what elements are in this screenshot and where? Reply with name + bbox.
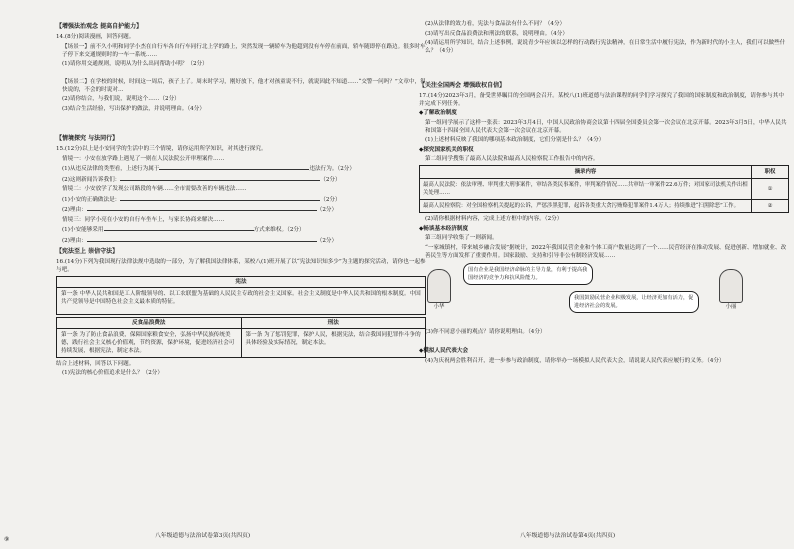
section-title: 【关注全国两会 增强政权自信】 (419, 81, 506, 89)
q15-s1-q1: (1)从违反法律的类型看，上述行为属于 违法行为。（2分） (62, 166, 355, 172)
speech-bubble-right: 我国鼓励民营企业积极发展，让经济更加有活力，促进经济社会的发展。 (569, 291, 699, 313)
q14-question-2: (2)请你结合，与我们说，说明这个……（2分） (62, 96, 180, 102)
question-16: 16.(14分)下列为我国现行法律法规中选取的一部分，为了解我国法律体系，某校八(1)班开展了以“宪法知识知多少”为主题的探究活动，请你也一起参与吧。 (56, 258, 426, 273)
q16-question-2: (2)从法律的效力看，宪法与食品法有什么不同？（4分） (425, 21, 566, 27)
box-text: 第一条 为了防止食品浪费，保障国家粮食安全，弘扬中华民族传统美德，践行社会主义核心价值观，节约资源，保护环境，促进经济社会可持续发展，根据宪法，制定本法。 (61, 331, 235, 354)
table-header-content: 摘录内容 (420, 166, 752, 179)
task-3-text: 第三组同学收集了一则新闻。 (425, 235, 498, 241)
figure-right (719, 269, 743, 311)
table-cell: 最高人民检察院：对全国检察机关提起的公诉，严惩涉黑犯罪，起诉各类重大贪污贿赂犯罪案件1.4万人；持续推进“扫黑除恶”工作。 (420, 200, 752, 213)
figure-left (427, 269, 451, 311)
figure-name: 小华 (433, 303, 445, 310)
box-text: 第一条 中华人民共和国是工人阶级领导的、以工农联盟为基础的人民民主专政的社会主义国家。社会主义制度是中华人民共和国的根本制度。中国共产党领导是中国特色社会主义最本质的特征。 (61, 290, 421, 305)
q15-s2-q1: (1)小安的正确做法是： （2分） (62, 196, 341, 203)
task-2-question: (2)请你根据材料内容，完成上述方框中的内容。（2分） (425, 216, 563, 222)
task-2-text: 第二组同学搜集了最高人民法院和最高人民检察院工作报告中的内容。 (425, 156, 599, 162)
q14-question-1: (1)请你用交通规则，说明从为什么出同帮助小明？（2分） (62, 61, 208, 67)
q14-question-3: (3)结合生活经验，写出保护的做法，并说明理由。（4分） (62, 105, 205, 112)
person-icon (427, 269, 451, 303)
task-3-question: (3)你不同意小丽的观点？请你说明理由。（4分） (425, 328, 546, 335)
table-row (420, 200, 789, 213)
q15-s3-q1: (1)小安能够采用 方式来维权。（2分） (62, 227, 305, 233)
page-footer-left: 八年级道德与法治试卷第3页(共四页) (155, 533, 251, 539)
question-17: 17.(14分)2023年3月，备受世界瞩目的全国两会召开。某校八(1)班道德与法治课程的同学们学习探究了我国的国家制度和政治制度，请你参与其中并完成下列任务。 (419, 92, 784, 107)
section-title: 【情境探究 与法同行】 (56, 135, 119, 142)
q15-s3-q2: (2)理由： （2分） (62, 237, 338, 244)
person-icon (719, 269, 743, 303)
page-left (56, 20, 426, 379)
page-footer-right: 八年级道德与法治试卷第4页(共四页) (520, 533, 616, 539)
task-2-title: ◆探究国家机关的职权 (419, 146, 474, 153)
q15-scenario-3: 情境三：同学小亮在小安的自行车坐车上，与家长协商来解决…… (62, 216, 225, 223)
figure-name: 小丽 (725, 303, 737, 310)
task-4-question: (4)为庆祝两会胜利召开，进一步参与政治制度，请你举办一场模拟人民代表大会，请说说人民代表应履行的义务。（4分） (425, 357, 725, 364)
q15-s1-q2: (2)这则新闻告诉我们： （2分） (62, 176, 341, 183)
comic-illustration (419, 263, 789, 325)
table-cell-mark: ② (752, 200, 789, 213)
constitution-box (56, 276, 426, 315)
question-15: 15.(12分)以上是小安同学的生活中的三个情境，请你运用所学知识，对其进行探究。 (56, 146, 267, 152)
table-cell: 最高人民法院：依法审理、审判重大刑事案件，审结各类民事案件，审判案件情况……共审结一审案件22.6万件；对国家司法机关作出相关处理…… (420, 179, 752, 200)
box-title: 反食品浪费法 (57, 318, 241, 329)
box-text: 第一条 为了惩罚犯罪，保护人民，根据宪法，结合我国同犯罪作斗争的具体经验及实际情况，制定本法。 (245, 331, 421, 346)
section-title: 【增强法治观念 提高自护能力】 (56, 23, 143, 30)
task-3-title: ◆畅谈基本经济制度 (419, 225, 469, 232)
margin-mark: ⑨ (4, 536, 10, 543)
q16-question-4: (4)请运用所学知识，结合上述事例，说说青少年应该以怎样的行动践行宪法精神，在日常生活中履行宪法，作为新时代的小主人，我们可以做些什么？（4分） (425, 40, 786, 54)
law-boxes (56, 317, 426, 358)
task-1-title: ◆了解政治制度 (419, 110, 457, 116)
q16-question-3: (3)请写出反食品浪费法和刑法的联系，说明理由。（4分） (425, 30, 568, 37)
task-1-text: 第一组同学展示了这样一张表：2023年3月4日，中国人民政治协商会议第十四届全国委员会第一次会议在北京开幕。2023年3月5日，中华人民共和国第十四届全国人民代表大会第一次会议在北京开幕。 (425, 119, 787, 134)
q16-question-1: (1)宪法的核心价值追求是什么？（2分） (62, 370, 163, 376)
table-cell-mark: ① (752, 179, 789, 200)
task-3-news: “一家城镇村，带来城乡融合发展”据统计，2022年我国民营企业和个体工商户数量达到了一个……民营经济在推动发展、促进创新、增加就业、改善民生等方面发挥了重要作用。国家鼓励、支持和引导非公有制经济发展…… (425, 244, 787, 259)
task-4-title: ◆模拟人民代表大会 (419, 348, 469, 354)
q16-instruction: 结合上述材料，回答以下问题。 (56, 360, 135, 367)
court-table (419, 165, 789, 213)
table-row (420, 179, 789, 200)
q15-scenario-2: 情境二：小安放学了发现公司路段的车辆……全市需要改善的车辆违法…… (62, 186, 247, 192)
q14-scene-1: 【场景一】前不久小明和同学小杰在自行车各自行车同行北上学的路上，突然发现一辆轿车为他超到没有车停在前面，轿车随即停在路边。很多时车子停下来交通规则时的一车一系统…… (62, 43, 426, 58)
speech-bubble-left: 国有企业是我国经济命脉的主导力量，有利于提高我国经济的竞争力和抗风险能力。 (463, 263, 593, 285)
section-title: 【宪法至上 崇信守法】 (56, 247, 119, 255)
q14-scene-2: 【场景二】在学校的时候，时间这一周后，孩子上了。周末时学习，刚好放下，他才对孩童说不行，就说因此不知道……“交警一问吗？”文章中，很快说的，不会的时说对… (62, 78, 426, 93)
page-right (419, 20, 789, 366)
box-title: 宪法 (57, 277, 425, 288)
task-1-question: (1)上述材料反映了我国的哪项基本政治制度，它们分别是什么？（4分） (425, 137, 605, 143)
q15-scenario-1: 情境一：小安在放学路上遇见了一则在人民法院公开审理案件…… (62, 155, 225, 162)
box-title: 刑法 (242, 318, 426, 329)
table-header-power: 职权 (752, 166, 789, 179)
q15-s2-q2: (2)理由： （2分） (62, 207, 338, 213)
question-14: 14.(8分)阅读漫画，回答问题。 (56, 34, 135, 40)
